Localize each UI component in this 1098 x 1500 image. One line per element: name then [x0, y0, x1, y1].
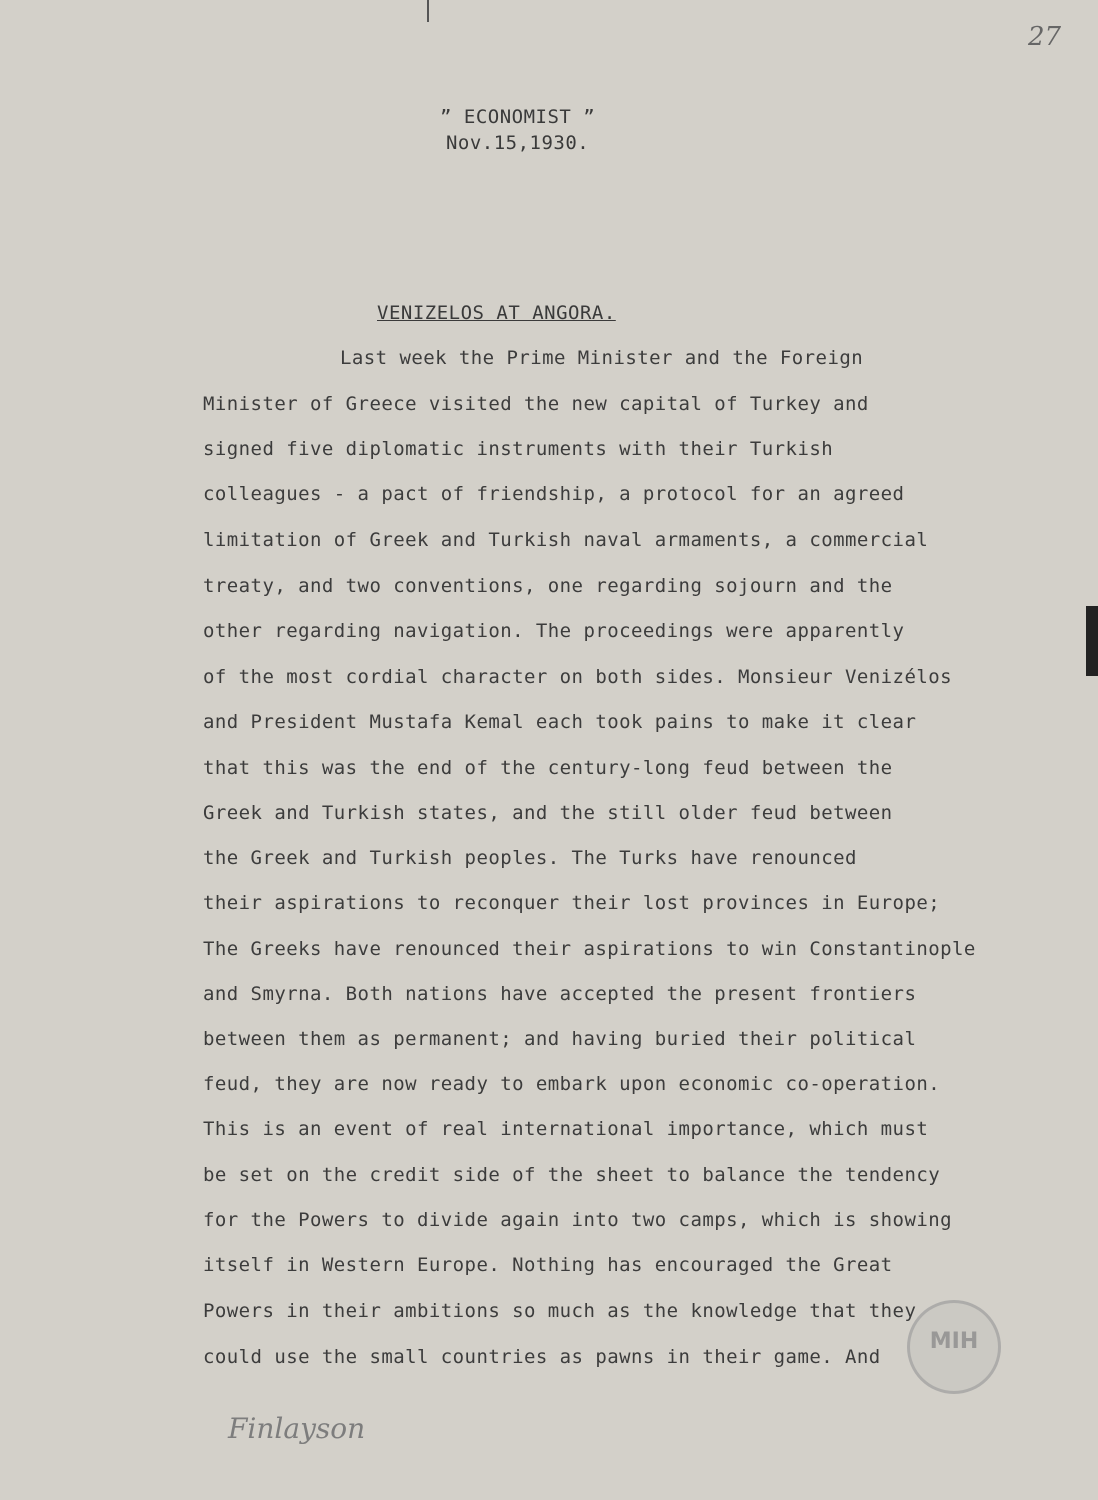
body-line: that this was the end of the century-long feud between the [203, 757, 893, 779]
body-line: other regarding navigation. The proceedings were apparently [203, 620, 905, 642]
body-line: Powers in their ambitions so much as the knowledge that they [203, 1300, 917, 1322]
page-number: 27 [1028, 22, 1062, 52]
body-line: colleagues - a pact of friendship, a protocol for an agreed [203, 483, 905, 505]
body-line: the Greek and Turkish peoples. The Turks have renounced [203, 847, 857, 869]
body-line: between them as permanent; and having buried their political [203, 1028, 917, 1050]
body-line: limitation of Greek and Turkish naval armaments, a commercial [203, 529, 929, 551]
body-line: feud, they are now ready to embark upon economic co-operation. [203, 1073, 941, 1095]
handwritten-signature: Finlayson [228, 1412, 366, 1445]
article-title: VENIZELOS AT ANGORA. [377, 302, 616, 324]
body-line: The Greeks have renounced their aspirations to win Constantinople [203, 938, 976, 960]
publication-date: Nov.15,1930. [445, 132, 590, 154]
body-line: and Smyrna. Both nations have accepted the present frontiers [203, 983, 917, 1005]
body-line: This is an event of real international importance, which must [203, 1118, 929, 1140]
body-line: their aspirations to reconquer their lost provinces in Europe; [203, 892, 941, 914]
publication-name: ” ECONOMIST ” [440, 106, 596, 128]
body-line: Last week the Prime Minister and the Foreign [340, 347, 864, 369]
body-line: signed five diplomatic instruments with their Turkish [203, 438, 834, 460]
stamp-text: MIH [929, 1329, 979, 1354]
body-line: could use the small countries as pawns in their game. And [203, 1346, 881, 1368]
body-line: itself in Western Europe. Nothing has encouraged the Great [203, 1254, 893, 1276]
edge-tab [1086, 606, 1098, 676]
body-line: Greek and Turkish states, and the still older feud between [203, 802, 893, 824]
body-line: Minister of Greece visited the new capital of Turkey and [203, 393, 869, 415]
archive-stamp [907, 1300, 1001, 1394]
body-line: and President Mustafa Kemal each took pains to make it clear [203, 711, 917, 733]
body-line: for the Powers to divide again into two camps, which is showing [203, 1209, 953, 1231]
body-line: of the most cordial character on both sides. Monsieur Venizélos [203, 666, 953, 688]
body-line: be set on the credit side of the sheet to balance the tendency [203, 1164, 941, 1186]
body-line: treaty, and two conventions, one regarding sojourn and the [203, 575, 893, 597]
document-header [440, 104, 595, 156]
ink-mark [427, 0, 429, 22]
